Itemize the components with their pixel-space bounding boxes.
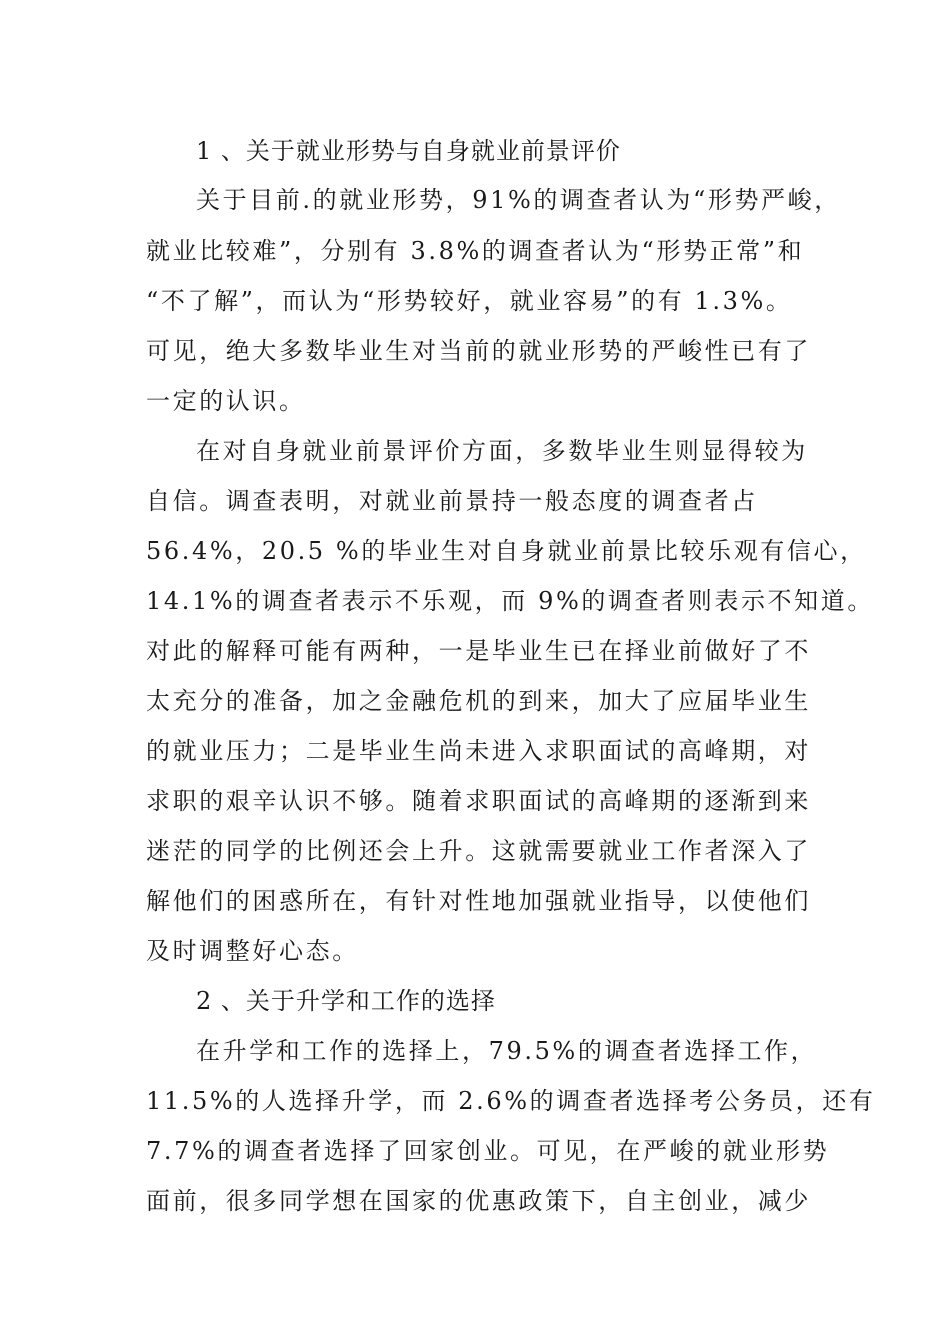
paragraph-line [0,1186,950,1216]
section-1-heading-text: 1 、关于就业形势与自身就业前景评价 [196,137,621,165]
paragraph-line [0,236,950,266]
paragraph-line-text: 面前，很多同学想在国家的优惠政策下，自主创业，减少 [146,1187,811,1215]
paragraph-line-text: 7.7%的调查者选择了回家创业。可见，在严峻的就业形势 [146,1137,830,1165]
section-1-heading [0,136,950,166]
paragraph-line [0,686,950,716]
paragraph-line [0,286,950,316]
paragraph-line-text: 一定的认识。 [146,387,306,415]
paragraph-line [0,886,950,916]
paragraph-line-text: 关于目前.的就业形势，91%的调查者认为“形势严峻， [196,186,841,214]
paragraph-line [0,1036,950,1066]
paragraph-line-text: 就业比较难”，分别有 3.8%的调查者认为“形势正常”和 [146,237,805,265]
paragraph-line [0,1136,950,1166]
paragraph-line-text: 解他们的困惑所在，有针对性地加强就业指导，以使他们 [146,887,811,915]
paragraph-line-text: 在对自身就业前景评价方面，多数毕业生则显得较为 [196,437,808,465]
paragraph-line-text: 对此的解释可能有两种，一是毕业生已在择业前做好了不 [146,637,811,665]
paragraph-line [0,486,950,516]
paragraph-line-text: 太充分的准备，加之金融危机的到来，加大了应届毕业生 [146,687,811,715]
section-2-heading-text: 2 、关于升学和工作的选择 [196,987,496,1015]
paragraph-line [0,736,950,766]
paragraph-line [0,336,950,366]
paragraph-line [0,386,950,416]
paragraph-line [0,936,950,966]
section-2-heading [0,986,950,1016]
paragraph-line-text: 自信。调查表明，对就业前景持一般态度的调查者占 [146,487,758,515]
paragraph-line-text: 的就业压力；二是毕业生尚未进入求职面试的高峰期，对 [146,737,811,765]
paragraph-line [0,786,950,816]
paragraph-line [0,185,950,215]
paragraph-line-text: 在升学和工作的选择上，79.5%的调查者选择工作， [196,1037,818,1065]
paragraph-line-text: 14.1%的调查者表示不乐观，而 9%的调查者则表示不知道。 [146,587,874,615]
paragraph-line-text: “不了解”，而认为“形势较好，就业容易”的有 1.3%。 [146,287,793,315]
paragraph-line [0,836,950,866]
paragraph-line-text: 可见，绝大多数毕业生对当前的就业形势的严峻性已有了 [146,337,811,365]
paragraph-line-text: 求职的艰辛认识不够。随着求职面试的高峰期的逐渐到来 [146,787,811,815]
paragraph-line-text: 11.5%的人选择升学，而 2.6%的调查者选择考公务员，还有 [146,1087,876,1115]
paragraph-line [0,536,950,566]
paragraph-line-text: 56.4%，20.5 %的毕业生对自身就业前景比较乐观有信心， [146,537,867,565]
paragraph-line-text: 迷茫的同学的比例还会上升。这就需要就业工作者深入了 [146,837,811,865]
paragraph-line [0,436,950,466]
paragraph-line [0,636,950,666]
paragraph-line [0,1086,950,1116]
paragraph-line [0,586,950,616]
paragraph-line-text: 及时调整好心态。 [146,937,359,965]
